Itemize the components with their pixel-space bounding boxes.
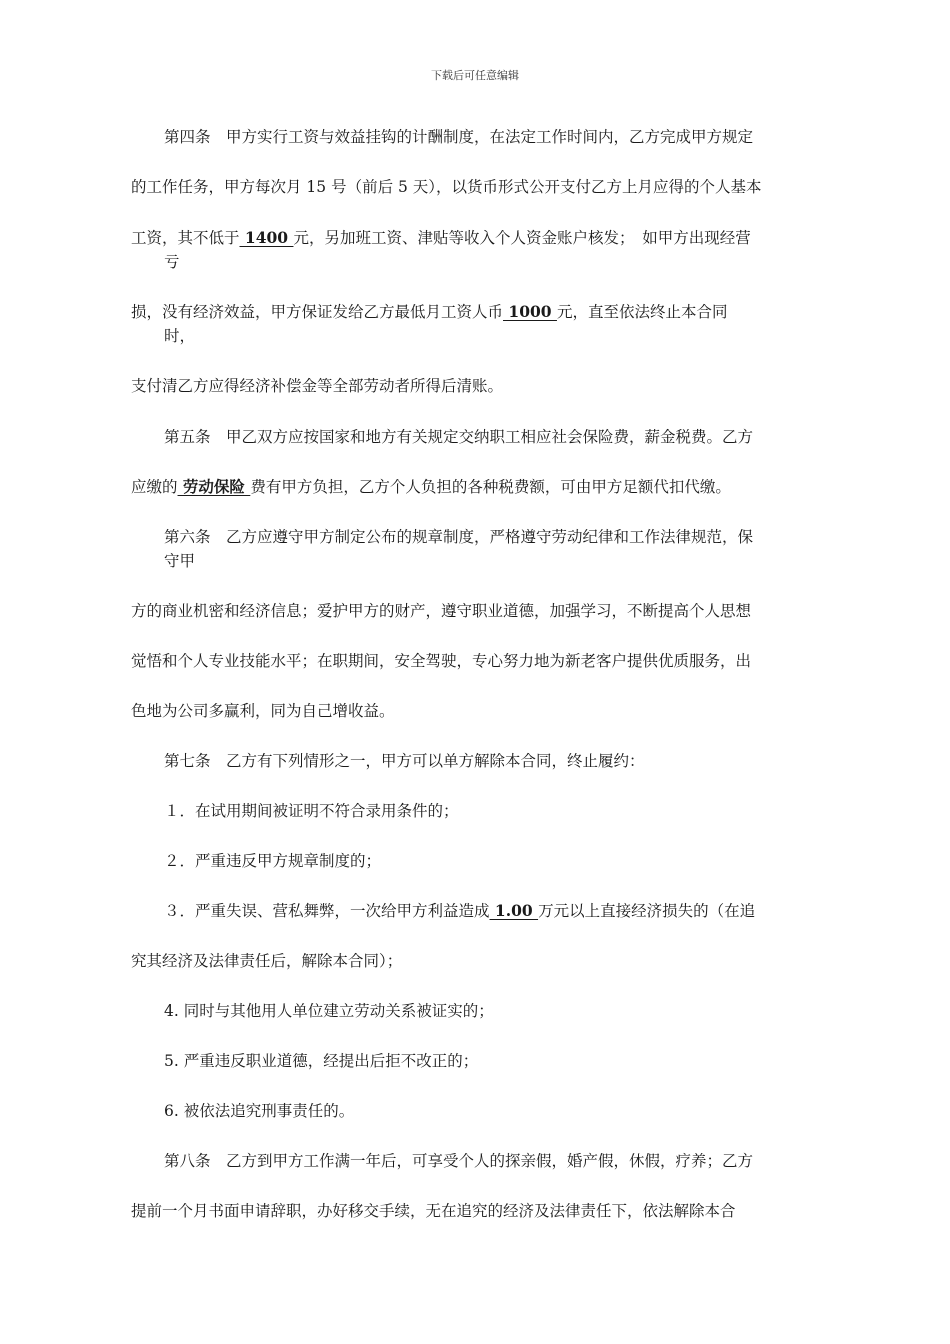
article-6-line-3: 觉悟和个人专业技能水平；在职期间，安全驾驶，专心努力地为新老客户提供优质服务，出 [131,652,752,670]
article-8-line-1: 第八条 乙方到甲方工作满一年后，可享受个人的探亲假，婚产假，休假，疗养；乙方 [164,1152,754,1170]
article-7-item-3 [164,901,755,921]
article-6-line-2: 方的商业机密和经济信息；爱护甲方的财产，遵守职业道德，加强学习，不断提高个人思想 [131,602,752,620]
article-4-line-3-wrap: 亏 [164,253,180,271]
article-7-line-1: 第七条 乙方有下列情形之一，甲方可以单方解除本合同，终止履约： [164,752,645,770]
article-5-line-2 [131,477,731,497]
article-6-line-1-wrap: 守甲 [164,552,196,570]
article-4-line-3-start: 工资，其不低于 [131,229,240,247]
article-4-line-4 [131,302,727,322]
min-wage-value: 1400 [239,228,294,247]
loss-amount-value: 1.00 [489,901,539,920]
article-4-line-4-end: 元，直至依法终止本合同 [556,303,728,321]
article-8-line-2: 提前一个月书面申请辞职，办好移交手续，无在追究的经济及法律责任下，依法解除本合 [131,1202,736,1220]
article-4-line-1: 第四条 甲方实行工资与效益挂钩的计酬制度，在法定工作时间内，乙方完成甲方规定 [164,128,754,146]
article-7-item-3-end: 万元以上直接经济损失的（在追 [538,902,756,920]
article-6-line-1: 第六条 乙方应遵守甲方制定公布的规章制度，严格遵守劳动纪律和工作法律规范，保 [164,528,754,546]
article-4-line-5: 支付清乙方应得经济补偿金等全部劳动者所得后清账。 [131,377,504,395]
article-4-line-3-end: 元，另加班工资、津贴等收入个人资金账户核发； 如甲方出现经营 [293,229,751,247]
lowest-wage-value: 1000 [503,302,557,321]
article-5-line-2-end: 费有甲方负担，乙方个人负担的各种税费额，可由甲方足额代扣代缴。 [250,478,731,496]
article-6-line-4: 色地为公司多赢利，同为自己增收益。 [131,702,395,720]
article-4-line-3 [131,228,751,248]
article-7-item-5: 5. 严重违反职业道德，经提出后拒不改正的； [164,1052,479,1070]
article-7-item-3-start: ３．严重失误、营私舞弊，一次给甲方利益造成 [164,902,490,920]
labor-insurance-term: 劳动保险 [177,477,251,496]
article-4-line-2: 的工作任务，甲方每次月 15 号（前后 5 天），以货币形式公开支付乙方上月应得的个人基本 [131,178,762,196]
article-7-item-6: 6. 被依法追究刑事责任的。 [164,1102,355,1120]
article-7-item-1: １．在试用期间被证明不符合录用条件的； [164,802,459,820]
article-5-line-1: 第五条 甲乙双方应按国家和地方有关规定交纳职工相应社会保险费，薪金税费。乙方 [164,428,754,446]
article-4-line-4-start: 损，没有经济效益，甲方保证发给乙方最低月工资人币 [131,303,504,321]
page-header: 下载后可任意编辑 [431,69,519,82]
article-4-line-4-wrap: 时， [164,327,196,345]
article-7-item-2: ２．严重违反甲方规章制度的； [164,852,382,870]
article-7-item-3-cont: 究其经济及法律责任后，解除本合同）； [131,952,403,970]
article-5-line-2-start: 应缴的 [131,478,178,496]
article-7-item-4: 4. 同时与其他用人单位建立劳动关系被证实的； [164,1002,494,1020]
